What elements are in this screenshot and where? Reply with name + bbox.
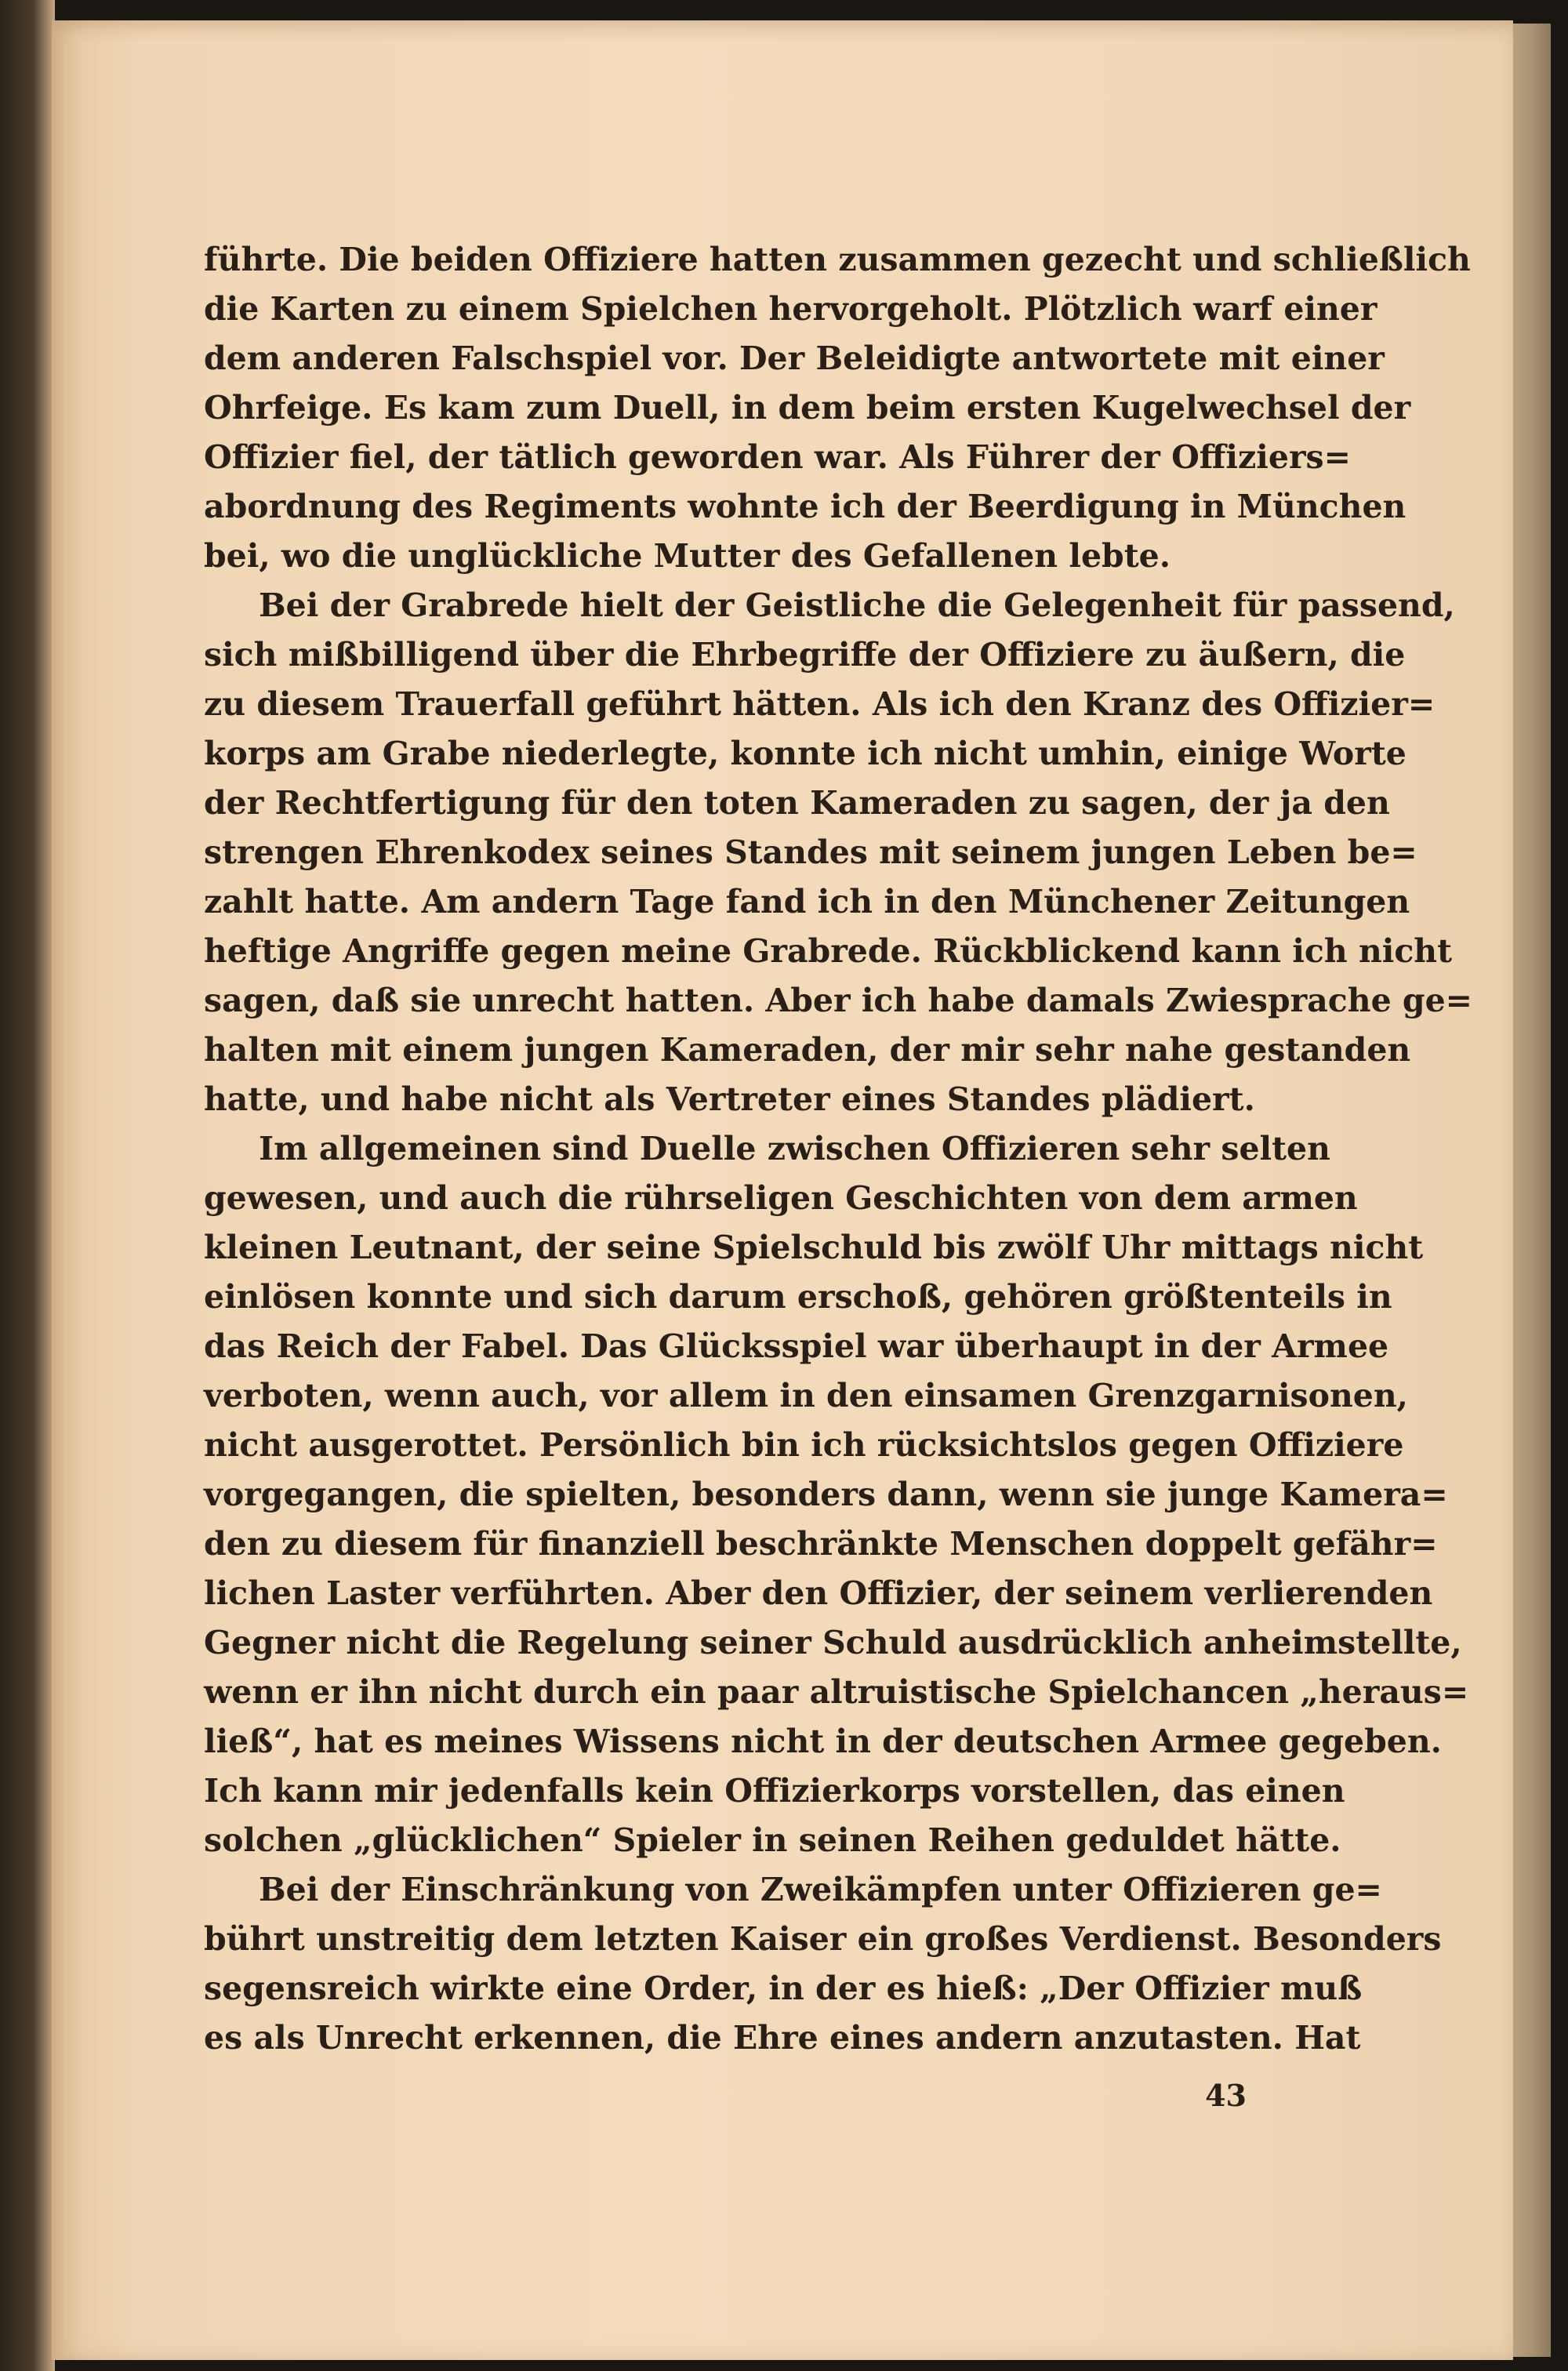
text-line: bei, wo die unglückliche Mutter des Gefallenen lebte. — [204, 537, 1171, 575]
text-line: der Rechtfertigung für den toten Kameraden zu sagen, der ja den — [204, 784, 1390, 822]
text-line: verboten, wenn auch, vor allem in den einsamen Grenzgarnisonen, — [204, 1377, 1408, 1414]
body-text — [204, 235, 1473, 2063]
text-line: kleinen Leutnant, der seine Spielschuld bis zwölf Uhr mittags nicht — [204, 1229, 1424, 1266]
book-binding — [0, 0, 55, 2371]
text-line: zu diesem Trauerfall geführt hätten. Als ich den Kranz des Offizier= — [204, 685, 1436, 723]
text-line: die Karten zu einem Spielchen hervorgeholt. Plötzlich warf einer — [204, 290, 1377, 328]
text-line: heftige Angriffe gegen meine Grabrede. Rückblickend kann ich nicht — [204, 932, 1453, 970]
text-line: hatte, und habe nicht als Vertreter eines Standes plädiert. — [204, 1080, 1255, 1118]
text-line: korps am Grabe niederlegte, konnte ich nicht umhin, einige Worte — [204, 735, 1406, 772]
text-line: ließ“, hat es meines Wissens nicht in der deutschen Armee gegeben. — [204, 1723, 1442, 1760]
text-line: zahlt hatte. Am andern Tage fand ich in den Münchener Zeitungen — [204, 883, 1410, 920]
text-line: Ich kann mir jedenfalls kein Offizierkorps vorstellen, das einen — [204, 1772, 1345, 1810]
text-line: segensreich wirkte eine Order, in der es hieß: „Der Offizier muß — [204, 1970, 1363, 2007]
text-line: Ohrfeige. Es kam zum Duell, in dem beim ersten Kugelwechsel der — [204, 389, 1411, 427]
text-line: lichen Laster verführten. Aber den Offizier, der seinem verlierenden — [204, 1574, 1433, 1612]
text-line: sagen, daß sie unrecht hatten. Aber ich habe damals Zwiesprache ge= — [204, 982, 1473, 1019]
text-line: gewesen, und auch die rührseligen Geschichten von dem armen — [204, 1179, 1358, 1217]
text-line: Im allgemeinen sind Duelle zwischen Offizieren sehr selten — [259, 1130, 1330, 1167]
text-line: wenn er ihn nicht durch ein paar altruistische Spielchancen „heraus= — [204, 1673, 1469, 1711]
text-line: Gegner nicht die Regelung seiner Schuld ausdrücklich anheimstellte, — [204, 1624, 1462, 1661]
text-line: einlösen konnte und sich darum erschoß, gehören größtenteils in — [204, 1278, 1392, 1316]
text-line: Bei der Einschränkung von Zweikämpfen unter Offizieren ge= — [259, 1871, 1382, 1908]
text-line: sich mißbilligend über die Ehrbegriffe der Offiziere zu äußern, die — [204, 636, 1406, 674]
text-line: das Reich der Fabel. Das Glücksspiel war überhaupt in der Armee — [204, 1327, 1389, 1365]
text-line: bührt unstreitig dem letzten Kaiser ein großes Verdienst. Besonders — [204, 1920, 1442, 1958]
text-line: nicht ausgerottet. Persönlich bin ich rücksichtslos gegen Offiziere — [204, 1426, 1404, 1464]
text-line: Offizier fiel, der tätlich geworden war. Als Führer der Offiziers= — [204, 438, 1351, 476]
text-line: halten mit einem jungen Kameraden, der mir sehr nahe gestanden — [204, 1031, 1411, 1069]
text-line: vorgegangen, die spielten, besonders dann, wenn sie junge Kamera= — [204, 1476, 1448, 1513]
text-line: strengen Ehrenkodex seines Standes mit seinem jungen Leben be= — [204, 833, 1417, 871]
page-number: 43 — [1205, 2078, 1247, 2113]
text-line: solchen „glücklichen“ Spieler in seinen Reihen geduldet hätte. — [204, 1821, 1341, 1859]
text-line: den zu diesem für finanziell beschränkte Menschen doppelt gefähr= — [204, 1525, 1438, 1563]
page-edge — [1513, 24, 1551, 2357]
text-line: abordnung des Regiments wohnte ich der Beerdigung in München — [204, 488, 1406, 525]
text-line: es als Unrecht erkennen, die Ehre eines andern anzutasten. Hat — [204, 2019, 1361, 2057]
text-line: führte. Die beiden Offiziere hatten zusammen gezecht und schließlich — [204, 241, 1471, 278]
text-line: dem anderen Falschspiel vor. Der Beleidigte antwortete mit einer — [204, 339, 1385, 377]
text-line: Bei der Grabrede hielt der Geistliche die Gelegenheit für passend, — [259, 586, 1455, 624]
